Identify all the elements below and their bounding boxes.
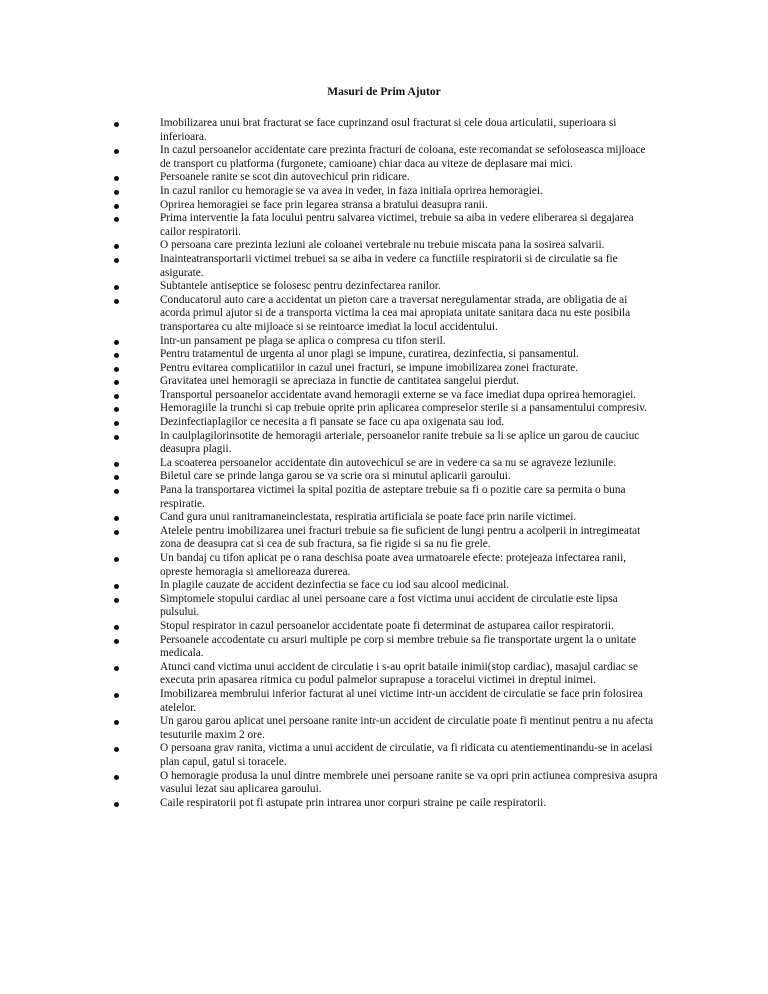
list-item-text: Pentru evitarea complicatiilor in cazul unei fracturi, se impune imobilizarea zonei fracturate. xyxy=(160,361,579,374)
first-aid-list xyxy=(160,117,658,810)
bullet-icon xyxy=(114,625,119,630)
list-item-text: Gravitatea unei hemoragii se apreciaza in functie de cantitatea sangelui pierdut. xyxy=(160,375,520,388)
list-item-text: In cazul ranilor cu hemoragie se va avea in veder, in faza initiala oprirea hemoragiei. xyxy=(160,184,543,197)
bullet-icon xyxy=(114,394,119,399)
list-item-text: Caile respiratorii pot fi astupate prin intrarea unor corpuri straine pe caile respiratorii. xyxy=(160,796,547,809)
list-item xyxy=(160,117,658,144)
list-item xyxy=(160,239,658,253)
list-item xyxy=(160,797,658,811)
list-item xyxy=(160,620,658,634)
document-title: Masuri de Prim Ajutor xyxy=(327,86,441,98)
list-item-text: Un bandaj cu tifon aplicat pe o rana deschisa poate avea urmatoarele efecte: protejeaza infectarea ranii, opreste hemoragia si amelioreaza durerea. xyxy=(160,552,627,578)
bullet-icon xyxy=(114,720,119,725)
bullet-icon xyxy=(114,747,119,752)
bullet-icon xyxy=(114,340,119,345)
list-item-text: Atunci cand victima unui accident de circulatie i s-au oprit bataile inimii(stop cardiac), masajul cardiac se executa prin apasarea ritmica cu podul palmelor suprapuse a toracelui victimei in dreptul inimei. xyxy=(160,660,639,687)
bullet-icon xyxy=(114,489,119,494)
list-item xyxy=(160,525,658,552)
list-item xyxy=(160,294,658,335)
bullet-icon xyxy=(114,639,119,644)
list-item xyxy=(160,430,658,457)
list-item-text: Intr-un pansament pe plaga se aplica o compresa cu tifon steril. xyxy=(160,334,446,347)
list-item xyxy=(160,470,658,484)
bullet-icon xyxy=(114,775,119,780)
list-item xyxy=(160,402,658,416)
bullet-icon xyxy=(114,666,119,671)
bullet-icon xyxy=(114,285,119,290)
list-item xyxy=(160,280,658,294)
bullet-icon xyxy=(114,380,119,385)
list-item-text: Un garou garou aplicat unei persoane ranite intr-un accident de circulatie poate fi mentinut pentru a nu afecta tesuturile maxim 2 ore. xyxy=(160,715,654,741)
list-item xyxy=(160,375,658,389)
list-item-text: Oprirea hemoragiei se face prin legarea stransa a bratului deasupra ranii. xyxy=(160,198,488,211)
list-item xyxy=(160,511,658,525)
list-item xyxy=(160,715,658,742)
list-item xyxy=(160,348,658,362)
list-item xyxy=(160,634,658,661)
list-item-text: Subtantele antiseptice se folosesc pentru dezinfectarea ranilor. xyxy=(160,280,441,293)
list-item-text: Persoanele accodentate cu arsuri multiple pe corp si membre trebuie sa fie transportate urgent la o unitate medicala. xyxy=(160,633,636,660)
bullet-icon xyxy=(114,353,119,358)
list-item xyxy=(160,335,658,349)
list-item-text: La scoaterea persoanelor accidentate din autovechicul se are in vedere ca sa nu se agraveze leziunile. xyxy=(160,456,617,469)
list-item xyxy=(160,484,658,511)
bullet-icon xyxy=(114,149,119,154)
list-item-text: Persoanele ranite se scot din autovechicul prin ridicare. xyxy=(160,171,410,184)
bullet-icon xyxy=(114,217,119,222)
list-item xyxy=(160,579,658,593)
list-item-text: Conducatorul auto care a accidentat un pieton care a traversat neregulamentar strada, are obligatia de ai acorda primul ajutor si de a transporta victima la cea mai apropiata unitate sanitara daca nu este posibila transportarea cu alte mijloace si se reintoarce imediat la locul accidentului. xyxy=(160,293,631,333)
bullet-icon xyxy=(114,258,119,263)
list-item xyxy=(160,688,658,715)
bullet-icon xyxy=(114,802,119,807)
list-item-text: Pentru tratamentul de urgenta al unor plagi se impune, curatirea, dezinfectia, si pansamentul. xyxy=(160,348,579,361)
bullet-icon xyxy=(114,244,119,249)
bullet-icon xyxy=(114,693,119,698)
list-item-text: O hemoragie produsa la unul dintre membrele unei persoane ranite se va opri prin actiunea compresiva asupra vasului lezat sau aplicarea garoului. xyxy=(160,769,658,796)
list-item xyxy=(160,661,658,688)
list-item-text: In caulplagilorinsotite de hemoragii arteriale, persoanelor ranite trebuie sa li se aplice un garou de cauciuc deasupra plagii. xyxy=(160,429,640,456)
bullet-icon xyxy=(114,530,119,535)
list-item-text: O persoana grav ranita, victima a unui accident de circulatie, va fi ridicata cu atentiementinandu-se in acelasi plan capul, gatul si toracele. xyxy=(160,742,653,768)
list-item xyxy=(160,416,658,430)
list-item-text: Imobilizarea membrului inferior facturat al unei victime intr-un accident de circulatie se face prin folosirea atelelor. xyxy=(160,687,643,714)
bullet-icon xyxy=(114,516,119,521)
bullet-icon xyxy=(114,462,119,467)
bullet-icon xyxy=(114,598,119,603)
list-item xyxy=(160,742,658,769)
list-item-text: Stopul respirator in cazul persoanelor accidentate poate fi determinat de astuparea cailor respiratorii. xyxy=(160,619,614,632)
list-item xyxy=(160,185,658,199)
bullet-icon xyxy=(114,204,119,209)
bullet-icon xyxy=(114,190,119,195)
bullet-icon xyxy=(114,435,119,440)
list-item-text: Simptomele stopului cardiac al unei persoane care a fost victima unui accident de circulatie este lipsa pulsului. xyxy=(160,592,618,619)
list-item xyxy=(160,593,658,620)
list-item xyxy=(160,552,658,579)
bullet-icon xyxy=(114,367,119,372)
bullet-icon xyxy=(114,584,119,589)
list-item-text: Imobilizarea unui brat fracturat se face cuprinzand osul fracturat si cele doua articulatii, superioara si inferioara. xyxy=(160,117,617,143)
list-item xyxy=(160,770,658,797)
list-item-text: Cand gura unui ranitramaneinclestata, respiratia artificiala se poate face prin narile victimei. xyxy=(160,511,577,524)
list-item xyxy=(160,253,658,280)
list-item xyxy=(160,457,658,471)
list-item xyxy=(160,212,658,239)
bullet-icon xyxy=(114,421,119,426)
list-item xyxy=(160,362,658,376)
list-item-text: O persoana care prezinta leziuni ale coloanei vertebrale nu trebuie miscata pana la sosirea salvarii. xyxy=(160,239,605,252)
bullet-icon xyxy=(114,557,119,562)
list-item-text: In cazul persoanelor accidentate care prezinta fracturi de coloana, este recomandat se sefoloseasca mijloace de transport cu platforma (furgonete, camioane) chiar daca au viteze de deplasare mai mici. xyxy=(160,144,646,170)
list-item xyxy=(160,389,658,403)
list-item-text: Biletul care se prinde langa garou se va scrie ora si minutul aplicarii garoului. xyxy=(160,470,511,483)
list-item xyxy=(160,199,658,213)
list-item-text: Atelele pentru imobilizarea unei fracturi trebuie sa fie suficient de lungi pentru a acolperii in intregimeatat zona de deasupra cat si cea de sub fractura, sa fie rigide si sa nu fie grele. xyxy=(160,524,641,551)
list-item-text: In plagile cauzate de accident dezinfectia se face cu iod sau alcool medicinal. xyxy=(160,579,510,592)
list-item-text: Inainteatransportarii victimei trebuei sa se aiba in vedere ca functiile respiratorii si de circulatie sa fie asigurate. xyxy=(160,252,618,279)
list-item-text: Hemoragiile la trunchi si cap trebuie oprite prin aplicarea compreselor sterile si a pansamentului compresiv. xyxy=(160,402,648,415)
bullet-icon xyxy=(114,407,119,412)
list-item-text: Dezinfectiaplagilor ce necesita a fi pansate se face cu apa oxigenata sau iod. xyxy=(160,416,505,429)
list-item-text: Transportul persoanelor accidentate avand hemoragii externe se va face imediat dupa oprirea hemoragiei. xyxy=(160,388,637,401)
bullet-icon xyxy=(114,299,119,304)
bullet-icon xyxy=(114,122,119,127)
list-item-text: Pana la transportarea victimei la spital pozitia de asteptare trebuie sa fi o pozitie care sa permita o buna respiratie. xyxy=(160,484,626,510)
list-item xyxy=(160,144,658,171)
bullet-icon xyxy=(114,475,119,480)
list-item xyxy=(160,171,658,185)
list-item-text: Prima interventie la fata locului pentru salvarea victimei, trebuie sa aiba in vedere eliberarea si degajarea cailor respiratorii. xyxy=(160,212,634,238)
bullet-icon xyxy=(114,176,119,181)
